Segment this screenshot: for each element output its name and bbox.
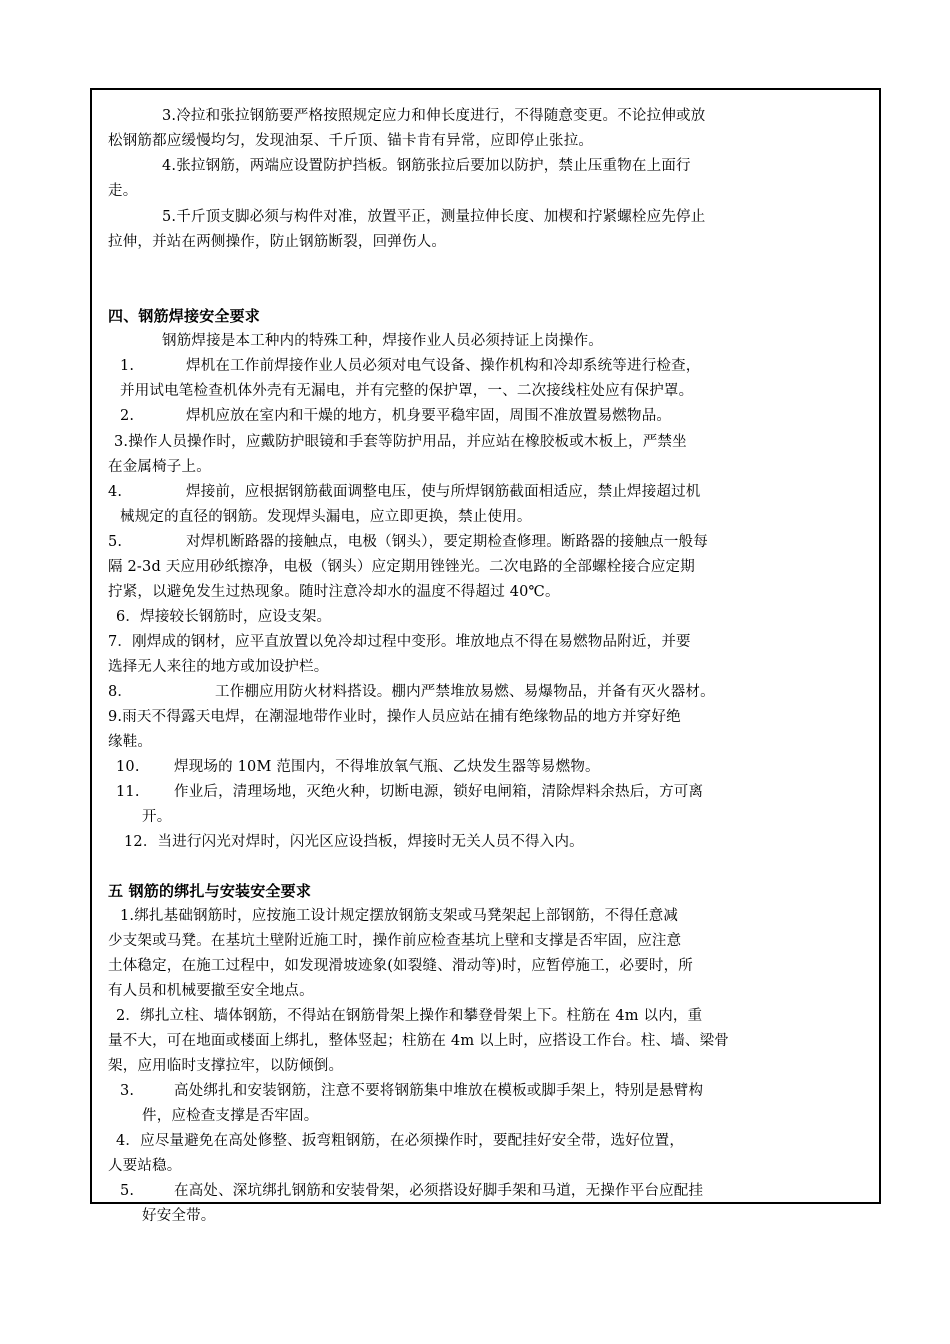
text-line: 有人员和机械要撤至安全地点。: [108, 983, 314, 999]
text-line: 松钢筋都应缓慢均匀，发现油泵、千斤顶、锚卡肯有异常，应即停止张拉。: [108, 133, 594, 149]
text-line: 在金属椅子上。: [108, 459, 211, 475]
item-number: 1.: [120, 358, 135, 374]
text-line: 高处绑扎和安装钢筋，注意不要将钢筋集中堆放在模板或脚手架上，特别是悬臂构: [174, 1083, 704, 1099]
text-line: 对焊机断路器的接触点，电极（钢头），要定期检查修理。断路器的接触点一般每: [186, 534, 708, 550]
section-heading: 四、钢筋焊接安全要求: [108, 307, 261, 325]
text-line: 1.绑扎基础钢筋时，应按施工设计规定摆放钢筋支架或马凳架起上部钢筋，不得任意减: [120, 908, 679, 924]
text-line: 人要站稳。: [108, 1158, 182, 1174]
item-number: 10.: [116, 759, 140, 775]
text-line: 好安全带。: [142, 1208, 216, 1224]
text-line: 3.操作人员操作时，应戴防护眼镜和手套等防护用品，并应站在橡胶板或木板上，严禁坐: [114, 434, 687, 450]
text-line: 件，应检查支撑是否牢固。: [142, 1108, 319, 1124]
item-number: 5.: [108, 534, 123, 550]
item-number: 2.: [120, 408, 135, 424]
item-number: 3.: [120, 1083, 135, 1099]
text-line: 土体稳定，在施工过程中，如发现滑坡迹象(如裂缝、滑动等)时，应暂停施工，必要时，所: [108, 958, 694, 974]
text-line: 选择无人来往的地方或加设护栏。: [108, 659, 329, 675]
text-line: 拉伸，并站在两侧操作，防止钢筋断裂，回弹伤人。: [108, 234, 447, 250]
text-line: 焊机在工作前焊接作业人员必须对电气设备、操作机构和冷却系统等进行检查，: [186, 358, 701, 374]
text-line: 3.冷拉和张拉钢筋要严格按照规定应力和伸长度进行，不得随意变更。不论拉伸或放: [162, 108, 706, 124]
text-line: 7．刚焊成的钢材，应平直放置以免冷却过程中变形。堆放地点不得在易燃物品附近，并要: [108, 634, 691, 650]
text-line: 焊接前，应根据钢筋截面调整电压，使与所焊钢筋截面相适应，禁止焊接超过机: [186, 484, 701, 500]
text-line: 并用试电笔检查机体外壳有无漏电，并有完整的保护罩，一、二次接线柱处应有保护罩。: [120, 383, 694, 399]
text-line: 5.千斤顶支脚必须与构件对准，放置平正，测量拉伸长度、加楔和拧紧螺栓应先停止: [162, 209, 706, 225]
text-line: 拧紧，以避免发生过热现象。随时注意冷却水的温度不得超过 40℃。: [108, 584, 560, 600]
text-line: 缘鞋。: [108, 734, 153, 750]
text-line: 焊现场的 10M 范围内，不得堆放氧气瓶、乙炔发生器等易燃物。: [174, 759, 600, 775]
item-number: 11.: [116, 784, 140, 800]
section-heading: 五 钢筋的绑扎与安装安全要求: [108, 882, 312, 900]
text-line: 少支架或马凳。在基坑土壁附近施工时，操作前应检查基坑上壁和支撑是否牢固，应注意: [108, 933, 682, 949]
item-number: 5.: [120, 1183, 135, 1199]
text-line: 走。: [108, 183, 138, 199]
item-number: 8．: [108, 684, 133, 700]
text-line: 4．应尽量避免在高处修整、扳弯粗钢筋，在必须操作时，要配挂好安全带，选好位置，: [116, 1133, 685, 1149]
text-line: 12．当进行闪光对焊时，闪光区应设挡板，焊接时无关人员不得入内。: [124, 834, 584, 850]
text-line: 开。: [142, 809, 172, 825]
text-line: 钢筋焊接是本工种内的特殊工种，焊接作业人员必须持证上岗操作。: [162, 333, 603, 349]
text-line: 2．绑扎立柱、墙体钢筋，不得站在钢筋骨架上操作和攀登骨架上下。柱筋在 4m 以内，重: [116, 1008, 703, 1024]
text-line: 焊机应放在室内和干燥的地方，机身要平稳牢固，周围不准放置易燃物品。: [186, 408, 672, 424]
text-line: 6．焊接较长钢筋时，应设支架。: [116, 609, 332, 625]
text-line: 4.张拉钢筋，两端应设置防护挡板。钢筋张拉后要加以防护，禁止压重物在上面行: [162, 158, 691, 174]
text-line: 隔 2-3d 天应用砂纸擦净，电极（钢头）应定期用锉锉光。二次电路的全部螺栓接合应定期: [108, 559, 695, 575]
item-number: 4.: [108, 484, 123, 500]
text-line: 作业后，清理场地，灭绝火种，切断电源，锁好电闸箱，清除焊料余热后，方可离: [174, 784, 704, 800]
text-line: 架，应用临时支撑拉牢，以防倾倒。: [108, 1058, 344, 1074]
text-line: 9.雨天不得露天电焊，在潮湿地带作业时，操作人员应站在捕有绝缘物品的地方并穿好绝: [108, 709, 681, 725]
text-line: 工作棚应用防火材料搭设。棚内严禁堆放易燃、易爆物品，并备有灭火器材。: [215, 684, 715, 700]
text-line: 量不大，可在地面或楼面上绑扎，整体竖起；柱筋在 4m 以上时，应搭设工作台。柱、墙、梁骨: [108, 1033, 729, 1049]
text-line: 械规定的直径的钢筋。发现焊头漏电，应立即更换，禁止使用。: [120, 509, 532, 525]
text-line: 在高处、深坑绑扎钢筋和安装骨架，必须搭设好脚手架和马道，无操作平台应配挂: [174, 1183, 704, 1199]
